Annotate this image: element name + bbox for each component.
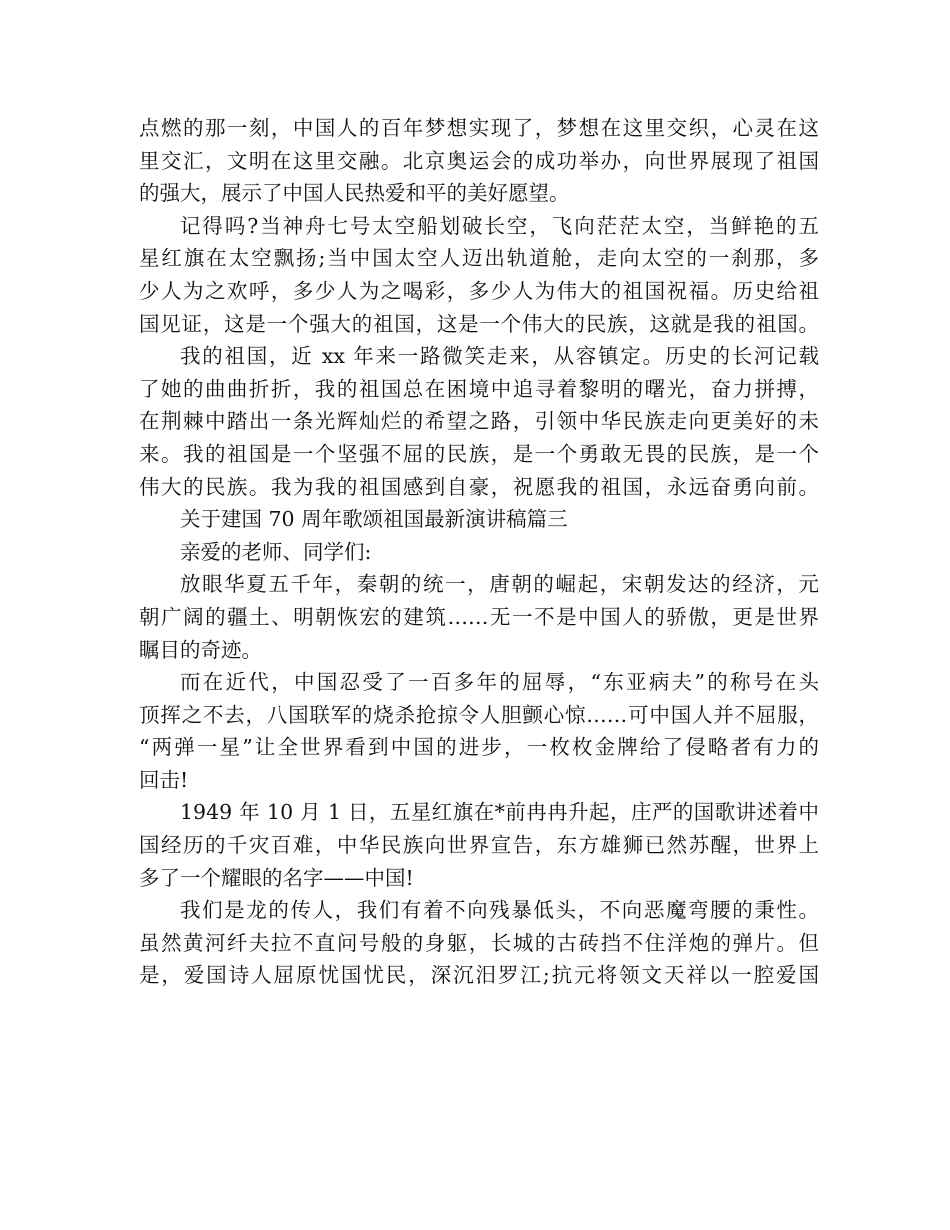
text-line: 的强大，展示了中国人民热爱和平的美好愿望。 (139, 181, 570, 206)
text-line: 虽然黄河纤夫拉不直问号般的身躯，长城的古砖挡不住洋炮的弹片。但 (139, 930, 819, 955)
text-line: 我的祖国，近 xx 年来一路微笑走来，从容镇定。历史的长河记载 (180, 344, 819, 369)
text-line: 而在近代，中国忍受了一百多年的屈辱，“东亚病夫”的称号在头 (180, 670, 819, 695)
text-line: 1949 年 10 月 1 日，五星红旗在*前冉冉升起，庄严的国歌讲述着中 (180, 800, 819, 825)
text-line: 来。我的祖国是一个坚强不屈的民族，是一个勇敢无畏的民族，是一个 (139, 441, 819, 466)
text-line: 国经历的千灾百难，中华民族向世界宣告，东方雄狮已然苏醒，世界上 (139, 833, 819, 858)
text-line: 里交汇，文明在这里交融。北京奥运会的成功举办，向世界展现了祖国 (139, 148, 819, 173)
text-line: 星红旗在太空飘扬;当中国太空人迈出轨道舱，走向太空的一刹那，多 (139, 246, 819, 271)
text-line: 瞩目的奇迹。 (139, 637, 262, 662)
text-line: 放眼华夏五千年，秦朝的统一，唐朝的崛起，宋朝发达的经济，元 (180, 572, 819, 597)
text-line: 顶挥之不去，八国联军的烧杀抢掠令人胆颤心惊……可中国人并不屈服， (139, 702, 819, 727)
text-line: 了她的曲曲折折，我的祖国总在困境中追寻着黎明的曙光，奋力拼搏， (139, 376, 819, 401)
text-line: 多了一个耀眼的名字——中国! (139, 865, 414, 890)
text-line: 点燃的那一刻，中国人的百年梦想实现了，梦想在这里交织，心灵在这 (139, 116, 819, 140)
text-line: 记得吗?当神舟七号太空船划破长空，飞向茫茫太空，当鲜艳的五 (180, 213, 819, 238)
salutation: 亲爱的老师、同学们: (180, 539, 372, 564)
section-heading: 关于建国 70 周年歌颂祖国最新演讲稿篇三 (180, 507, 568, 532)
text-line: 我们是龙的传人，我们有着不向残暴低头，不向恶魔弯腰的秉性。 (180, 898, 819, 923)
text-line: 朝广阔的疆土、明朝恢宏的建筑……无一不是中国人的骄傲，更是世界 (139, 604, 819, 629)
text-line: “两弹一星”让全世界看到中国的进步，一枚枚金牌给了侵略者有力的 (139, 735, 819, 760)
text-line: 是，爱国诗人屈原忧国忧民，深沉汨罗江;抗元将领文天祥以一腔爱国 (139, 963, 819, 988)
text-line: 伟大的民族。我为我的祖国感到自豪，祝愿我的祖国，永远奋勇向前。 (139, 474, 819, 499)
text-line: 在荆棘中踏出一条光辉灿烂的希望之路，引领中华民族走向更美好的未 (139, 409, 819, 434)
text-line: 国见证，这是一个强大的祖国，这是一个伟大的民族，这就是我的祖国。 (139, 311, 819, 336)
text-line: 回击! (139, 767, 189, 792)
body-text (139, 112, 819, 992)
text-line: 少人为之欢呼，多少人为之喝彩，多少人为伟大的祖国祝福。历史给祖 (139, 278, 819, 303)
